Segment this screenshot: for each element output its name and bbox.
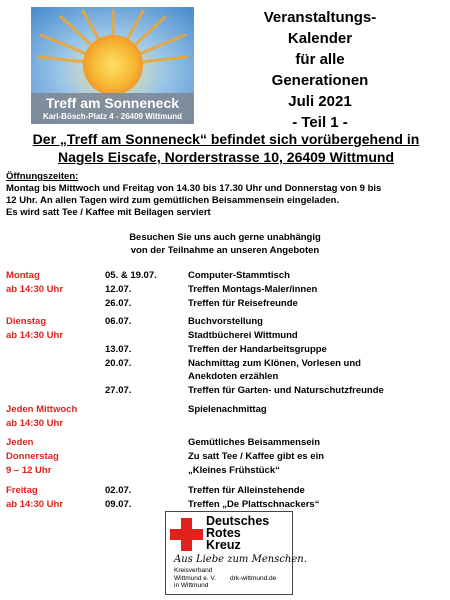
- event-description: Treffen der Handarbeitsgruppe: [188, 344, 327, 355]
- event-row: [0, 450, 450, 464]
- event-row: [0, 436, 450, 450]
- event-row: [0, 498, 450, 512]
- drk-name: [206, 515, 269, 551]
- event-day: Dienstag: [6, 316, 47, 327]
- drk-name-line: Kreuz: [206, 538, 241, 552]
- event-row: [0, 315, 450, 329]
- event-row: [0, 343, 450, 357]
- opening-hours-line: Es wird satt Tee / Kaffee mit Beilagen serviert: [6, 207, 211, 218]
- event-day: ab 14:30 Uhr: [6, 284, 64, 295]
- event-date: 02.07.: [105, 485, 132, 496]
- event-description: Treffen für Reisefreunde: [188, 298, 298, 309]
- title-line: Veranstaltungs-: [263, 9, 377, 26]
- event-description: Treffen für Garten- und Naturschutzfreunde: [188, 385, 384, 396]
- drk-website: drk-wittmund.de: [230, 575, 277, 582]
- event-day: Jeden Mittwoch: [6, 404, 78, 415]
- drk-name-line: Deutsches: [206, 514, 270, 528]
- event-row: [0, 484, 450, 498]
- opening-hours-label: Öffnungszeiten:: [6, 171, 79, 182]
- event-row: [0, 269, 450, 283]
- drk-org: [174, 567, 216, 590]
- event-row: [0, 370, 450, 384]
- event-day: ab 14:30 Uhr: [6, 418, 64, 429]
- event-row: [0, 297, 450, 311]
- event-description: Buchvorstellung: [188, 316, 263, 327]
- event-description: Nachmittag zum Klönen, Vorlesen und: [188, 358, 361, 369]
- drk-org-line: in Wittmund: [174, 582, 209, 589]
- drk-slogan: Aus Liebe zum Menschen.: [174, 554, 307, 565]
- event-date: 20.07.: [105, 358, 132, 369]
- red-cross-icon: [170, 518, 203, 551]
- event-description: Computer-Stammtisch: [188, 270, 290, 281]
- event-day: ab 14:30 Uhr: [6, 499, 64, 510]
- title-line: - Teil 1 -: [292, 114, 348, 131]
- event-day: 9 – 12 Uhr: [6, 465, 52, 476]
- event-day: Montag: [6, 270, 40, 281]
- event-date: 09.07.: [105, 499, 132, 510]
- event-date: 05. & 19.07.: [105, 270, 157, 281]
- event-description: Stadtbücherei Wittmund: [188, 330, 298, 341]
- opening-hours-line: 12 Uhr. An allen Tagen wird zum gemütlichen Beisammensein eingeladen.: [6, 195, 340, 206]
- event-row: [0, 357, 450, 371]
- title-line: Juli 2021: [288, 93, 352, 110]
- drk-logo: [165, 511, 307, 595]
- event-day: Donnerstag: [6, 451, 59, 462]
- event-description: Treffen „De Plattschnackers“: [188, 499, 320, 510]
- event-row: [0, 403, 450, 417]
- event-description: Zu satt Tee / Kaffee gibt es ein: [188, 451, 325, 462]
- event-row: [0, 384, 450, 398]
- location-line: Der „Treff am Sonneneck“ befindet sich vorübergehend in: [32, 131, 420, 147]
- opening-hours-line: Montag bis Mittwoch und Freitag von 14.30 bis 17.30 Uhr und Donnerstag von 9 bis: [6, 183, 382, 194]
- drk-name-line: Rotes: [206, 526, 241, 540]
- logo-address: Karl-Bösch-Platz 4 - 26409 Wittmund: [42, 112, 183, 121]
- event-description: Treffen für Alleinstehende: [188, 485, 305, 496]
- event-day: Freitag: [6, 485, 38, 496]
- event-date: 27.07.: [105, 385, 132, 396]
- event-date: 12.07.: [105, 284, 132, 295]
- event-row: [0, 464, 450, 478]
- event-row: [0, 283, 450, 297]
- invitation-line: Besuchen Sie uns auch gerne unabhängig: [129, 232, 321, 243]
- event-date: 13.07.: [105, 344, 132, 355]
- title-line: für alle: [295, 51, 345, 68]
- event-description: Anekdoten erzählen: [188, 371, 279, 382]
- event-description: Treffen Montags-Maler/innen: [188, 284, 318, 295]
- logo-title: Treff am Sonneneck: [45, 95, 180, 111]
- event-day: ab 14:30 Uhr: [6, 330, 64, 341]
- invitation-line: von der Teilnahme an unseren Angeboten: [130, 245, 320, 256]
- drk-org-line: Kreisverband: [174, 567, 213, 574]
- event-date: 06.07.: [105, 316, 132, 327]
- title-line: Generationen: [271, 72, 369, 89]
- event-description: Gemütliches Beisammensein: [188, 437, 320, 448]
- title-line: Kalender: [287, 30, 353, 47]
- event-date: 26.07.: [105, 298, 132, 309]
- event-day: Jeden: [6, 437, 34, 448]
- drk-org-line: Wittmund e. V.: [174, 574, 217, 582]
- event-row: [0, 329, 450, 343]
- event-row: [0, 417, 450, 431]
- location-line: Nagels Eiscafe, Norderstrasse 10, 26409 Wittmund: [57, 149, 395, 165]
- event-description: Spielenachmittag: [188, 404, 267, 415]
- event-description: „Kleines Frühstück“: [188, 465, 280, 476]
